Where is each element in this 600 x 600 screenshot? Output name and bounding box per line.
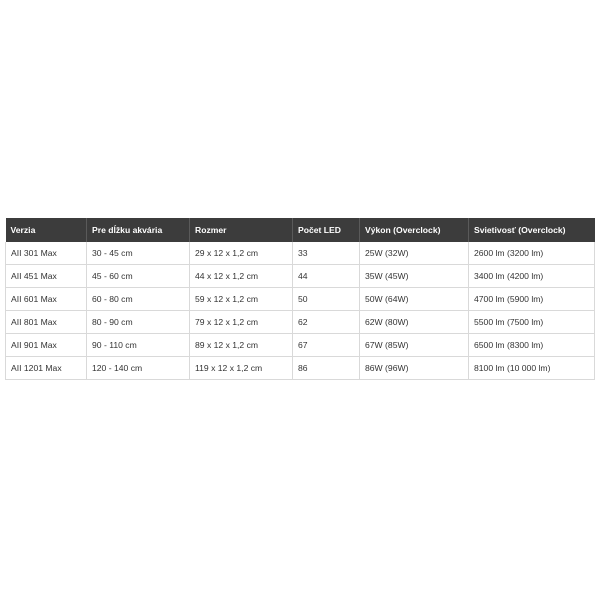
cell-power: 86W (96W) — [360, 357, 469, 380]
cell-aquarium-length: 120 - 140 cm — [87, 357, 190, 380]
table-row — [6, 265, 595, 288]
cell-aquarium-length: 90 - 110 cm — [87, 334, 190, 357]
cell-led-count: 50 — [293, 288, 360, 311]
cell-power: 62W (80W) — [360, 311, 469, 334]
cell-aquarium-length: 30 - 45 cm — [87, 242, 190, 265]
cell-power: 67W (85W) — [360, 334, 469, 357]
column-header-led-count: Počet LED — [293, 218, 360, 242]
cell-led-count: 67 — [293, 334, 360, 357]
cell-dimensions: 29 x 12 x 1,2 cm — [190, 242, 293, 265]
cell-dimensions: 59 x 12 x 1,2 cm — [190, 288, 293, 311]
column-header-power: Výkon (Overclock) — [360, 218, 469, 242]
table-row — [6, 334, 595, 357]
cell-power: 25W (32W) — [360, 242, 469, 265]
cell-version: AII 451 Max — [6, 265, 87, 288]
cell-luminosity: 5500 lm (7500 lm) — [469, 311, 595, 334]
cell-luminosity: 8100 lm (10 000 lm) — [469, 357, 595, 380]
column-header-version: Verzia — [6, 218, 87, 242]
cell-version: AII 1201 Max — [6, 357, 87, 380]
cell-power: 50W (64W) — [360, 288, 469, 311]
cell-dimensions: 119 x 12 x 1,2 cm — [190, 357, 293, 380]
product-spec-table — [5, 218, 595, 380]
table-row — [6, 357, 595, 380]
cell-aquarium-length: 60 - 80 cm — [87, 288, 190, 311]
cell-version: AII 301 Max — [6, 242, 87, 265]
cell-led-count: 44 — [293, 265, 360, 288]
cell-dimensions: 89 x 12 x 1,2 cm — [190, 334, 293, 357]
table-header — [6, 218, 595, 242]
column-header-luminosity: Svietivosť (Overclock) — [469, 218, 595, 242]
cell-aquarium-length: 45 - 60 cm — [87, 265, 190, 288]
cell-version: AII 801 Max — [6, 311, 87, 334]
cell-dimensions: 79 x 12 x 1,2 cm — [190, 311, 293, 334]
cell-version: AII 901 Max — [6, 334, 87, 357]
cell-led-count: 62 — [293, 311, 360, 334]
column-header-aquarium-length: Pre dĺžku akvária — [87, 218, 190, 242]
cell-version: AII 601 Max — [6, 288, 87, 311]
table-row — [6, 288, 595, 311]
table-row — [6, 311, 595, 334]
table-body — [6, 242, 595, 380]
column-header-dimensions: Rozmer — [190, 218, 293, 242]
cell-dimensions: 44 x 12 x 1,2 cm — [190, 265, 293, 288]
cell-aquarium-length: 80 - 90 cm — [87, 311, 190, 334]
cell-luminosity: 6500 lm (8300 lm) — [469, 334, 595, 357]
cell-led-count: 86 — [293, 357, 360, 380]
header-row — [6, 218, 595, 242]
cell-luminosity: 4700 lm (5900 lm) — [469, 288, 595, 311]
cell-power: 35W (45W) — [360, 265, 469, 288]
table-row — [6, 242, 595, 265]
cell-luminosity: 2600 lm (3200 lm) — [469, 242, 595, 265]
cell-luminosity: 3400 lm (4200 lm) — [469, 265, 595, 288]
cell-led-count: 33 — [293, 242, 360, 265]
